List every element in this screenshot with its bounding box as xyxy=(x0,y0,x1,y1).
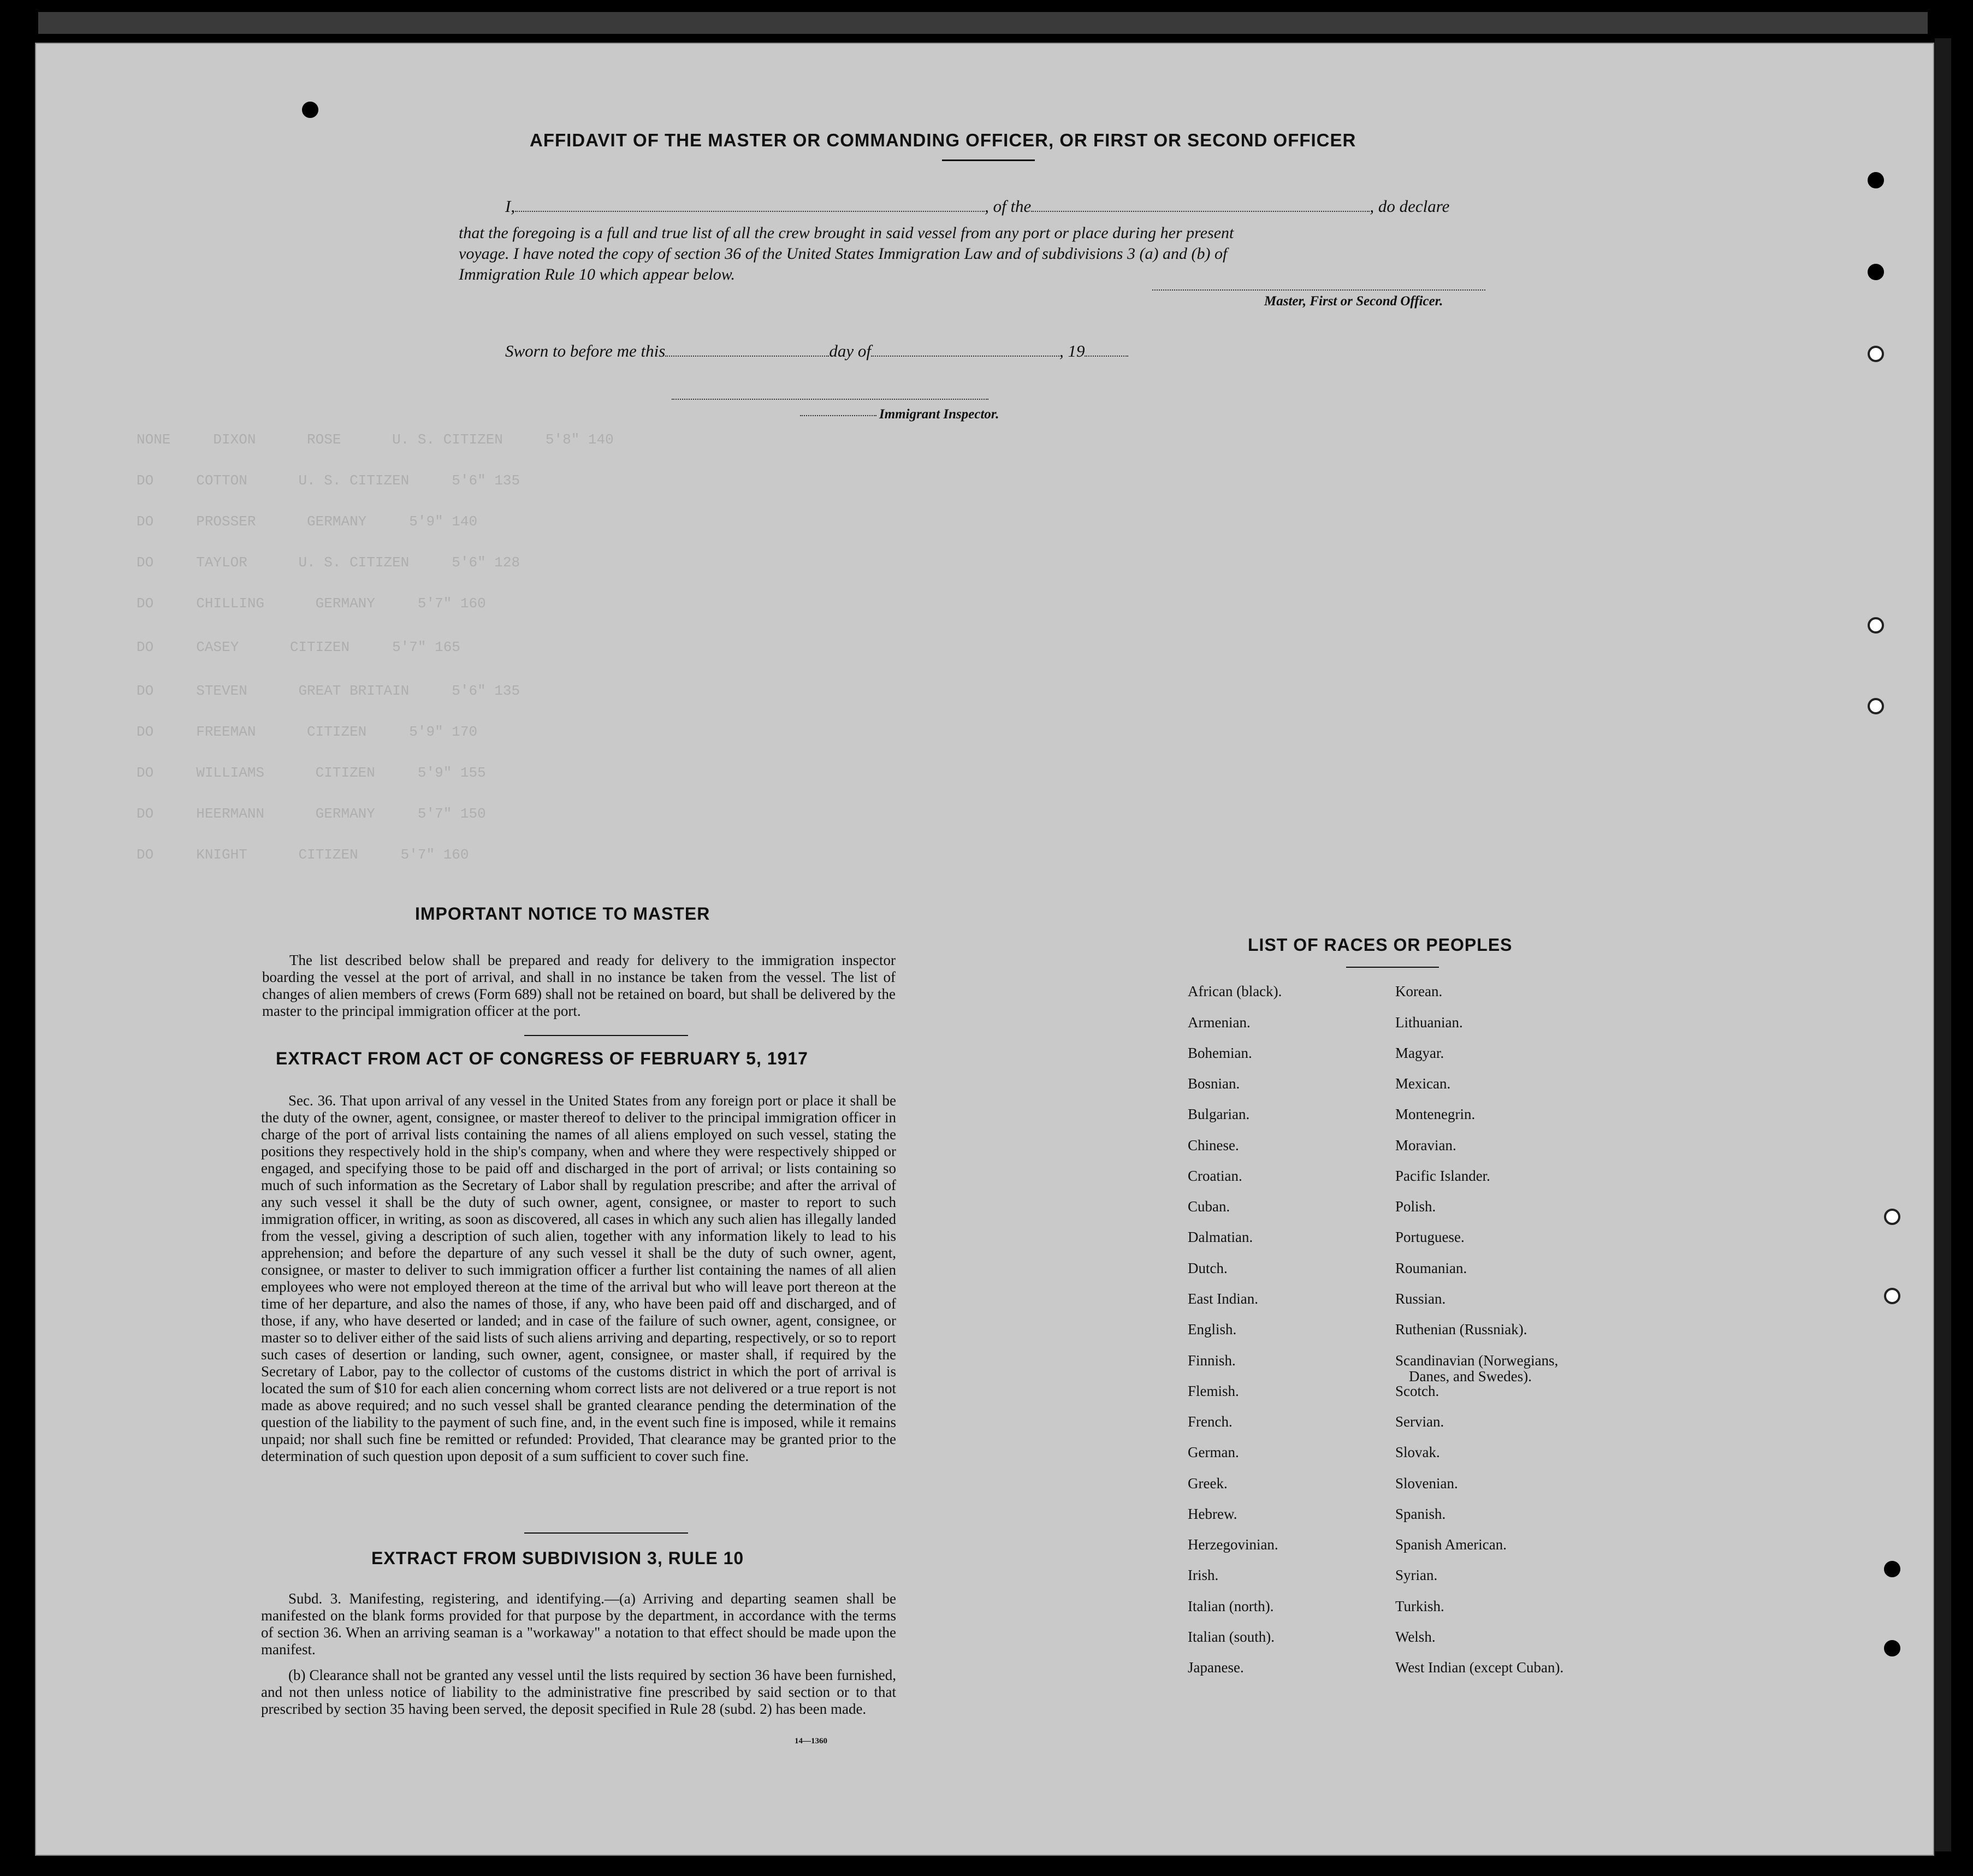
bleed-through-row: DO STEVEN GREAT BRITAIN 5'6" 135 xyxy=(137,683,520,699)
do-declare-label: , do declare xyxy=(1370,197,1450,216)
notice-title: IMPORTANT NOTICE TO MASTER xyxy=(415,904,710,924)
race-item: Japanese. xyxy=(1188,1659,1244,1676)
race-item: Flemish. xyxy=(1188,1383,1239,1399)
race-item: Polish. xyxy=(1395,1198,1436,1215)
race-item: Korean. xyxy=(1395,983,1443,999)
race-item: Italian (south). xyxy=(1188,1629,1275,1645)
affidavit-line-3: Immigration Rule 10 which appear below. xyxy=(459,265,736,283)
rule-title: EXTRACT FROM SUBDIVISION 3, RULE 10 xyxy=(371,1548,744,1568)
race-item: Servian. xyxy=(1395,1413,1444,1430)
race-item: Herzegovinian. xyxy=(1188,1536,1278,1553)
notice-text: The list described below shall be prepared and ready for delivery to the immigration inspector boarding the vessel at the port of arrival, and shall in no instance be taken from the vessel. The list of changes of alien members of crews (Form 689) shall not be retained on board, but shall be delivered by the master to the principal immigration officer at the port. xyxy=(262,952,896,1019)
race-item: Syrian. xyxy=(1395,1567,1438,1583)
bleed-through-row: DO WILLIAMS CITIZEN 5'9" 155 xyxy=(137,765,486,781)
sworn-month-field[interactable] xyxy=(871,356,1059,357)
race-item: Spanish American. xyxy=(1395,1536,1507,1553)
i-label: I, xyxy=(505,197,516,216)
section-divider xyxy=(524,1035,688,1036)
bleed-through-row: NONE DIXON ROSE U. S. CITIZEN 5'8" 140 xyxy=(137,431,614,448)
binder-hole-icon xyxy=(1884,1209,1900,1225)
race-item: Roumanian. xyxy=(1395,1260,1467,1276)
title-divider xyxy=(942,159,1035,161)
inspector-dots xyxy=(800,409,876,416)
binder-hole-icon xyxy=(1868,346,1884,362)
race-item: Armenian. xyxy=(1188,1014,1251,1031)
binder-hole-icon xyxy=(1884,1640,1900,1656)
bleed-through-row: DO COTTON U. S. CITIZEN 5'6" 135 xyxy=(137,472,520,489)
binder-hole-icon xyxy=(1884,1288,1900,1304)
race-item: Moravian. xyxy=(1395,1137,1456,1153)
race-item: Bohemian. xyxy=(1188,1045,1252,1061)
race-item: Croatian. xyxy=(1188,1168,1242,1184)
act-text: Sec. 36. That upon arrival of any vessel in the United States from any foreign port or place it shall be the duty of the owner, agent, consignee, or master thereof to deliver to the principal immigration officer in charge of the port of arrival lists containing the names of all aliens employed on such vessel, stating the positions they respectively hold in the ship's company, when and where they were respectively shipped or engaged, and specifying those to be paid off and discharged in the port of arrival; or lists containing so much of such information as the Secretary of Labor shall by regulation prescribe; and after the arrival of any such vessel it shall be the duty of such owner, agent, consignee, or master to report to such immigration officer, in writing, as soon as discovered, all cases in which any such alien has illegally landed from the vessel, giving a description of such alien, together with any information likely to lead to his apprehension; and before the departure of any such vessel it shall be the duty of such owner, agent, consignee, or master to deliver to such immigration officer a further list containing the names of all alien employees who were not employed thereon at the time of the arrival but who will leave port thereon at the time of her departure, and also the names of those, if any, who have been paid off and discharged, and of those, if any, who have deserted or landed; and in case of the failure of such owner, agent, consignee, or master so to deliver either of the said lists of such aliens arriving and departing, respectively, or so to report such cases of desertion or landing, such owner, agent, consignee, or master shall, if required by the Secretary of Labor, pay to the collector of customs of the customs district in which the port of arrival is located the sum of $10 for each alien concerning whom correct lists are not delivered or a true report is not made as above required; and no such vessel shall be granted clearance pending the determination of the question of the liability to the payment of such fine, and, in the event such fine is imposed, while it remains unpaid; nor shall such fine be remitted or refunded: Provided, That clearance may be granted prior to the determination of such question upon deposit of a sum sufficient to cover such fine. xyxy=(261,1092,896,1464)
bleed-through-row: DO KNIGHT CITIZEN 5'7" 160 xyxy=(137,847,469,863)
race-item: Hebrew. xyxy=(1188,1506,1237,1522)
page-stack-edge xyxy=(38,12,1928,34)
binder-hole-icon xyxy=(1868,264,1884,280)
page-right-edge xyxy=(1935,38,1951,1851)
binder-hole-icon xyxy=(1868,617,1884,634)
affidavit-declaration-line xyxy=(505,197,1449,216)
bleed-through-row: DO TAYLOR U. S. CITIZEN 5'6" 128 xyxy=(137,554,520,571)
race-item: Dalmatian. xyxy=(1188,1229,1253,1245)
race-item: Portuguese. xyxy=(1395,1229,1465,1245)
races-title: LIST OF RACES OR PEOPLES xyxy=(1248,935,1513,955)
race-item: Dutch. xyxy=(1188,1260,1228,1276)
race-item: African (black). xyxy=(1188,983,1282,999)
race-item: Russian. xyxy=(1395,1291,1446,1307)
sworn-day-field[interactable] xyxy=(665,356,829,357)
races-divider xyxy=(1346,967,1439,968)
race-item: Lithuanian. xyxy=(1395,1014,1463,1031)
race-item: Turkish. xyxy=(1395,1598,1444,1614)
inspector-signature-field[interactable] xyxy=(672,393,988,400)
race-item: Ruthenian (Russniak). xyxy=(1395,1321,1527,1338)
race-item: Chinese. xyxy=(1188,1137,1239,1153)
rule-text-a: Subd. 3. Manifesting, registering, and identifying.—(a) Arriving and departing seamen shall be manifested on the blank forms provided for that purpose by the department, in accordance with the terms of section 36. When an arriving seaman is a "workaway" a notation to that effect should be made upon the manifest. xyxy=(261,1590,896,1658)
race-item: West Indian (except Cuban). xyxy=(1395,1659,1564,1676)
bleed-through-row: DO CHILLING GERMANY 5'7" 160 xyxy=(137,595,486,612)
year-label: , 19 xyxy=(1059,341,1085,360)
race-item: Bosnian. xyxy=(1188,1075,1240,1092)
bleed-through-row: DO CASEY CITIZEN 5'7" 165 xyxy=(137,639,460,655)
race-item: Slovenian. xyxy=(1395,1475,1458,1492)
binder-hole-icon xyxy=(1868,698,1884,714)
document-page xyxy=(35,43,1934,1856)
race-item: Scandinavian (Norwegians, xyxy=(1395,1352,1559,1369)
vessel-name-field[interactable] xyxy=(1031,211,1370,212)
form-number: 14—1360 xyxy=(795,1737,827,1745)
race-item: Finnish. xyxy=(1188,1352,1236,1369)
race-item: Irish. xyxy=(1188,1567,1219,1583)
master-signature-field[interactable] xyxy=(1152,284,1485,291)
race-item: Montenegrin. xyxy=(1395,1106,1476,1122)
race-item: Cuban. xyxy=(1188,1198,1230,1215)
rule-text-b: (b) Clearance shall not be granted any vessel until the lists required by section 36 have been furnished, and not then unless notice of liability to the administrative fine prescribed by said section or to that prescribed by section 35 having been served, the deposit specified in Rule 28 (subd. 2) has been made. xyxy=(261,1667,896,1717)
race-item-continuation: Danes, and Swedes). xyxy=(1409,1368,1532,1384)
race-item: Greek. xyxy=(1188,1475,1228,1492)
bleed-through-row: DO PROSSER GERMANY 5'9" 140 xyxy=(137,513,478,530)
affidavit-line-2: voyage. I have noted the copy of section 36 of the United States Immigration Law and of subdivisions 3 (a) and (b) of xyxy=(459,245,1228,263)
race-item: French. xyxy=(1188,1413,1233,1430)
race-item: English. xyxy=(1188,1321,1237,1338)
affidavit-title: AFFIDAVIT OF THE MASTER OR COMMANDING OFFICER, OR FIRST OR SECOND OFFICER xyxy=(530,130,1356,150)
race-item: Scotch. xyxy=(1395,1383,1439,1399)
day-of-label: day of xyxy=(829,341,871,360)
race-item: Italian (north). xyxy=(1188,1598,1274,1614)
binder-hole-icon xyxy=(1884,1561,1900,1577)
race-item: German. xyxy=(1188,1444,1239,1460)
affidavit-line-1: that the foregoing is a full and true list of all the crew brought in said vessel from any port or place during her present xyxy=(459,224,1234,242)
sworn-line xyxy=(505,341,1128,361)
race-item: Slovak. xyxy=(1395,1444,1440,1460)
act-title: EXTRACT FROM ACT OF CONGRESS OF FEBRUARY 5, 1917 xyxy=(276,1049,808,1068)
race-item: East Indian. xyxy=(1188,1291,1258,1307)
race-item: Mexican. xyxy=(1395,1075,1451,1092)
master-signature-label: Master, First or Second Officer. xyxy=(1264,294,1443,309)
sworn-label: Sworn to before me this xyxy=(505,341,666,360)
inspector-label: Immigrant Inspector. xyxy=(879,407,999,422)
of-the-label: , of the xyxy=(985,197,1032,216)
race-item: Magyar. xyxy=(1395,1045,1444,1061)
race-item: Welsh. xyxy=(1395,1629,1436,1645)
sworn-year-field[interactable] xyxy=(1085,356,1128,357)
bleed-through-row: DO HEERMANN GERMANY 5'7" 150 xyxy=(137,806,486,822)
race-item: Pacific Islander. xyxy=(1395,1168,1490,1184)
binder-hole-icon xyxy=(1868,172,1884,188)
race-item: Bulgarian. xyxy=(1188,1106,1250,1122)
master-name-field[interactable] xyxy=(515,211,985,212)
section-divider xyxy=(524,1532,688,1534)
bleed-through-row: DO FREEMAN CITIZEN 5'9" 170 xyxy=(137,724,478,740)
binder-hole-icon xyxy=(302,102,318,118)
race-item: Spanish. xyxy=(1395,1506,1446,1522)
